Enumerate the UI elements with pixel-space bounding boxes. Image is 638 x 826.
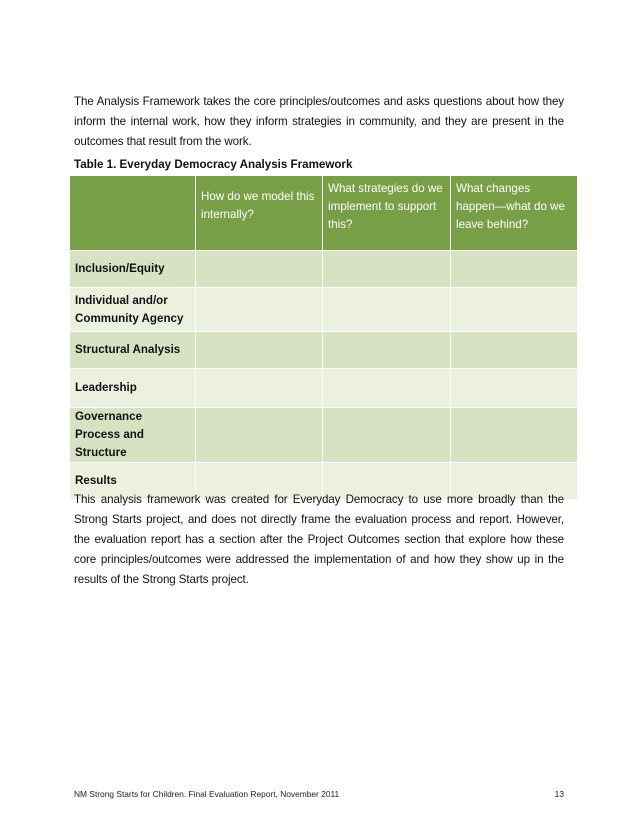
table-row	[70, 251, 578, 288]
row-label: Governance Process and Structure	[70, 408, 196, 463]
table-cell	[323, 369, 451, 408]
row-label: Inclusion/Equity	[70, 251, 196, 288]
table-cell	[196, 332, 323, 369]
row-label: Individual and/or Community Agency	[70, 288, 196, 332]
table-cell	[451, 408, 578, 463]
table-cell	[323, 408, 451, 463]
table-cell	[451, 332, 578, 369]
table-row	[70, 369, 578, 408]
table-cell	[196, 369, 323, 408]
table-cell	[323, 288, 451, 332]
page-footer	[74, 789, 564, 799]
header-empty-cell	[70, 176, 196, 251]
outro-paragraph: This analysis framework was created for Everyday Democracy to use more broadly than the Strong Starts project, and does not directly frame the evaluation process and report. However, the evaluation report has a section after the Project Outcomes section that explore how these core principles/outcomes were addressed the implementation of and how they show up in the results of the Strong Starts project.	[74, 493, 564, 586]
table-cell	[451, 288, 578, 332]
table-row	[70, 332, 578, 369]
table-cell	[196, 408, 323, 463]
table-cell	[451, 369, 578, 408]
row-label: Leadership	[70, 369, 196, 408]
table-cell	[196, 251, 323, 288]
header-model-internally: How do we model this internally?	[196, 176, 323, 251]
row-label: Structural Analysis	[70, 332, 196, 369]
analysis-framework-table	[69, 175, 578, 500]
page-number: 13	[554, 789, 564, 799]
table-header-row	[70, 176, 578, 251]
row-label: Results	[70, 463, 196, 500]
table-cell	[323, 251, 451, 288]
intro-paragraph: The Analysis Framework takes the core principles/outcomes and asks questions about how they inform the internal work, how they inform strategies in community, and they are present in the outcomes that result from the work.	[74, 95, 564, 148]
table-cell	[451, 251, 578, 288]
header-changes: What changes happen—what do we leave behind?	[451, 176, 578, 251]
table-caption: Table 1. Everyday Democracy Analysis Framework	[74, 158, 353, 171]
footer-text: NM Strong Starts for Children. Final Evaluation Report, November 2011	[74, 789, 340, 799]
table-cell	[196, 288, 323, 332]
table-row	[70, 288, 578, 332]
table-row	[70, 408, 578, 463]
table-cell	[323, 332, 451, 369]
header-strategies: What strategies do we implement to support this?	[323, 176, 451, 251]
